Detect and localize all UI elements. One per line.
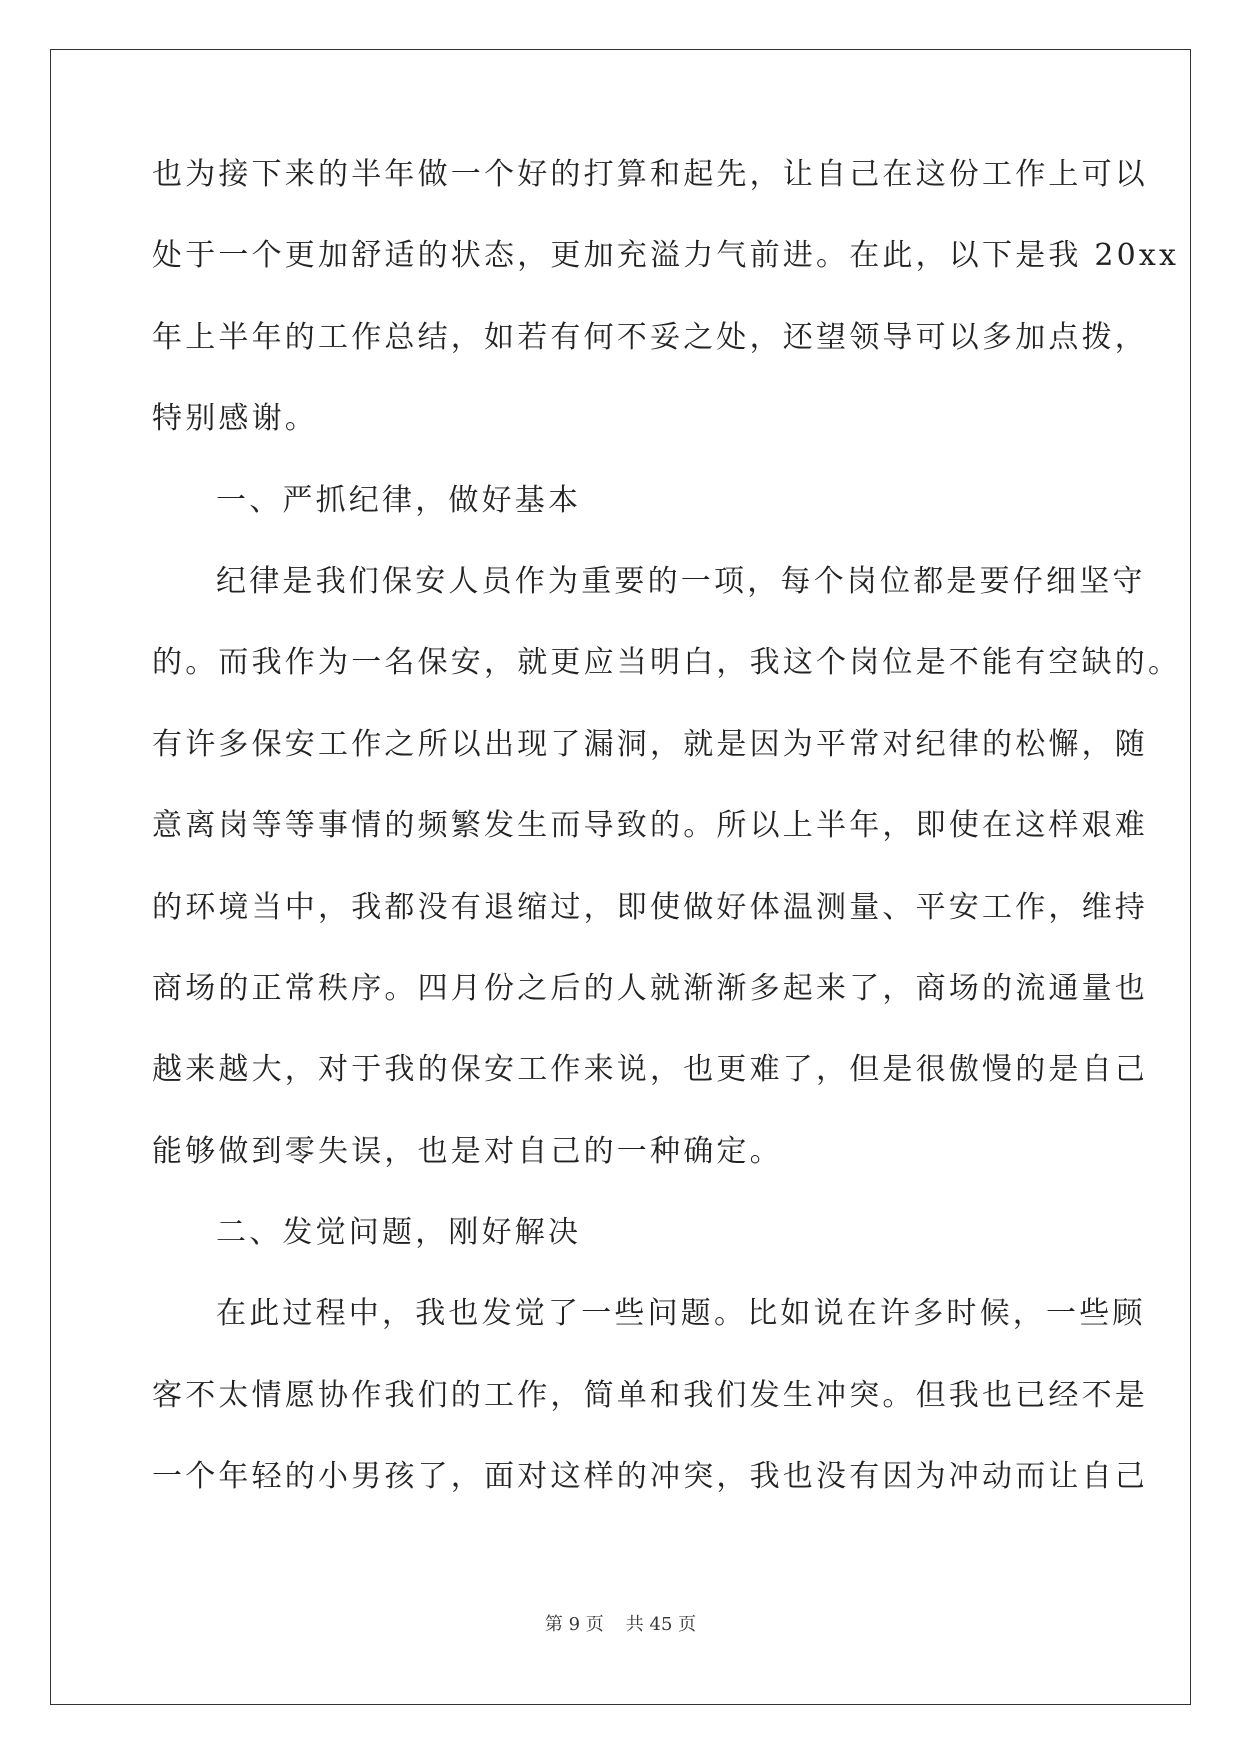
text-line: 纪律是我们保安人员作为重要的一项，每个岗位都是要仔细坚守 bbox=[216, 563, 1146, 599]
text-line: 的环境当中，我都没有退缩过，即使做好体温测量、平安工作，维持 bbox=[152, 889, 1148, 925]
section-heading: 一、严抓纪律，做好基本 bbox=[216, 482, 582, 518]
text-line: 能够做到零失误，也是对自己的一种确定。 bbox=[152, 1133, 783, 1169]
text-line: 特别感谢。 bbox=[152, 401, 318, 437]
text-line: 有许多保安工作之所以出现了漏洞，就是因为平常对纪律的松懈，随 bbox=[152, 726, 1148, 762]
text-line: 年上半年的工作总结，如若有何不妥之处，还望领导可以多加点拨， bbox=[152, 319, 1148, 355]
text-line: 意离岗等等事情的频繁发生而导致的。所以上半年，即使在这样艰难 bbox=[152, 808, 1148, 844]
total-pages: 共 45 页 bbox=[625, 1614, 697, 1635]
page-footer bbox=[0, 1610, 1241, 1636]
section-heading: 二、发觉问题，刚好解决 bbox=[216, 1215, 582, 1251]
text-line: 一个年轻的小男孩了，面对这样的冲突，我也没有因为冲动而让自己 bbox=[152, 1459, 1148, 1495]
text-line: 也为接下来的半年做一个好的打算和起先，让自己在这份工作上可以 bbox=[152, 157, 1148, 192]
text-line: 越来越大，对于我的保安工作来说，也更难了，但是很傲慢的是自己 bbox=[152, 1052, 1148, 1088]
text-line: 处于一个更加舒适的状态，更加充溢力气前进。在此，以下是我 20xx bbox=[152, 238, 1180, 274]
text-line: 的。而我作为一名保安，就更应当明白，我这个岗位是不能有空缺的。 bbox=[152, 645, 1182, 681]
text-line: 客不太情愿协作我们的工作，简单和我们发生冲突。但我也已经不是 bbox=[152, 1377, 1148, 1413]
text-line: 商场的正常秩序。四月份之后的人就渐渐多起来了，商场的流通量也 bbox=[152, 970, 1148, 1006]
page-number: 第 9 页 bbox=[544, 1614, 604, 1635]
document-body bbox=[152, 157, 1182, 1544]
text-line: 在此过程中，我也发觉了一些问题。比如说在许多时候，一些顾 bbox=[216, 1296, 1146, 1332]
